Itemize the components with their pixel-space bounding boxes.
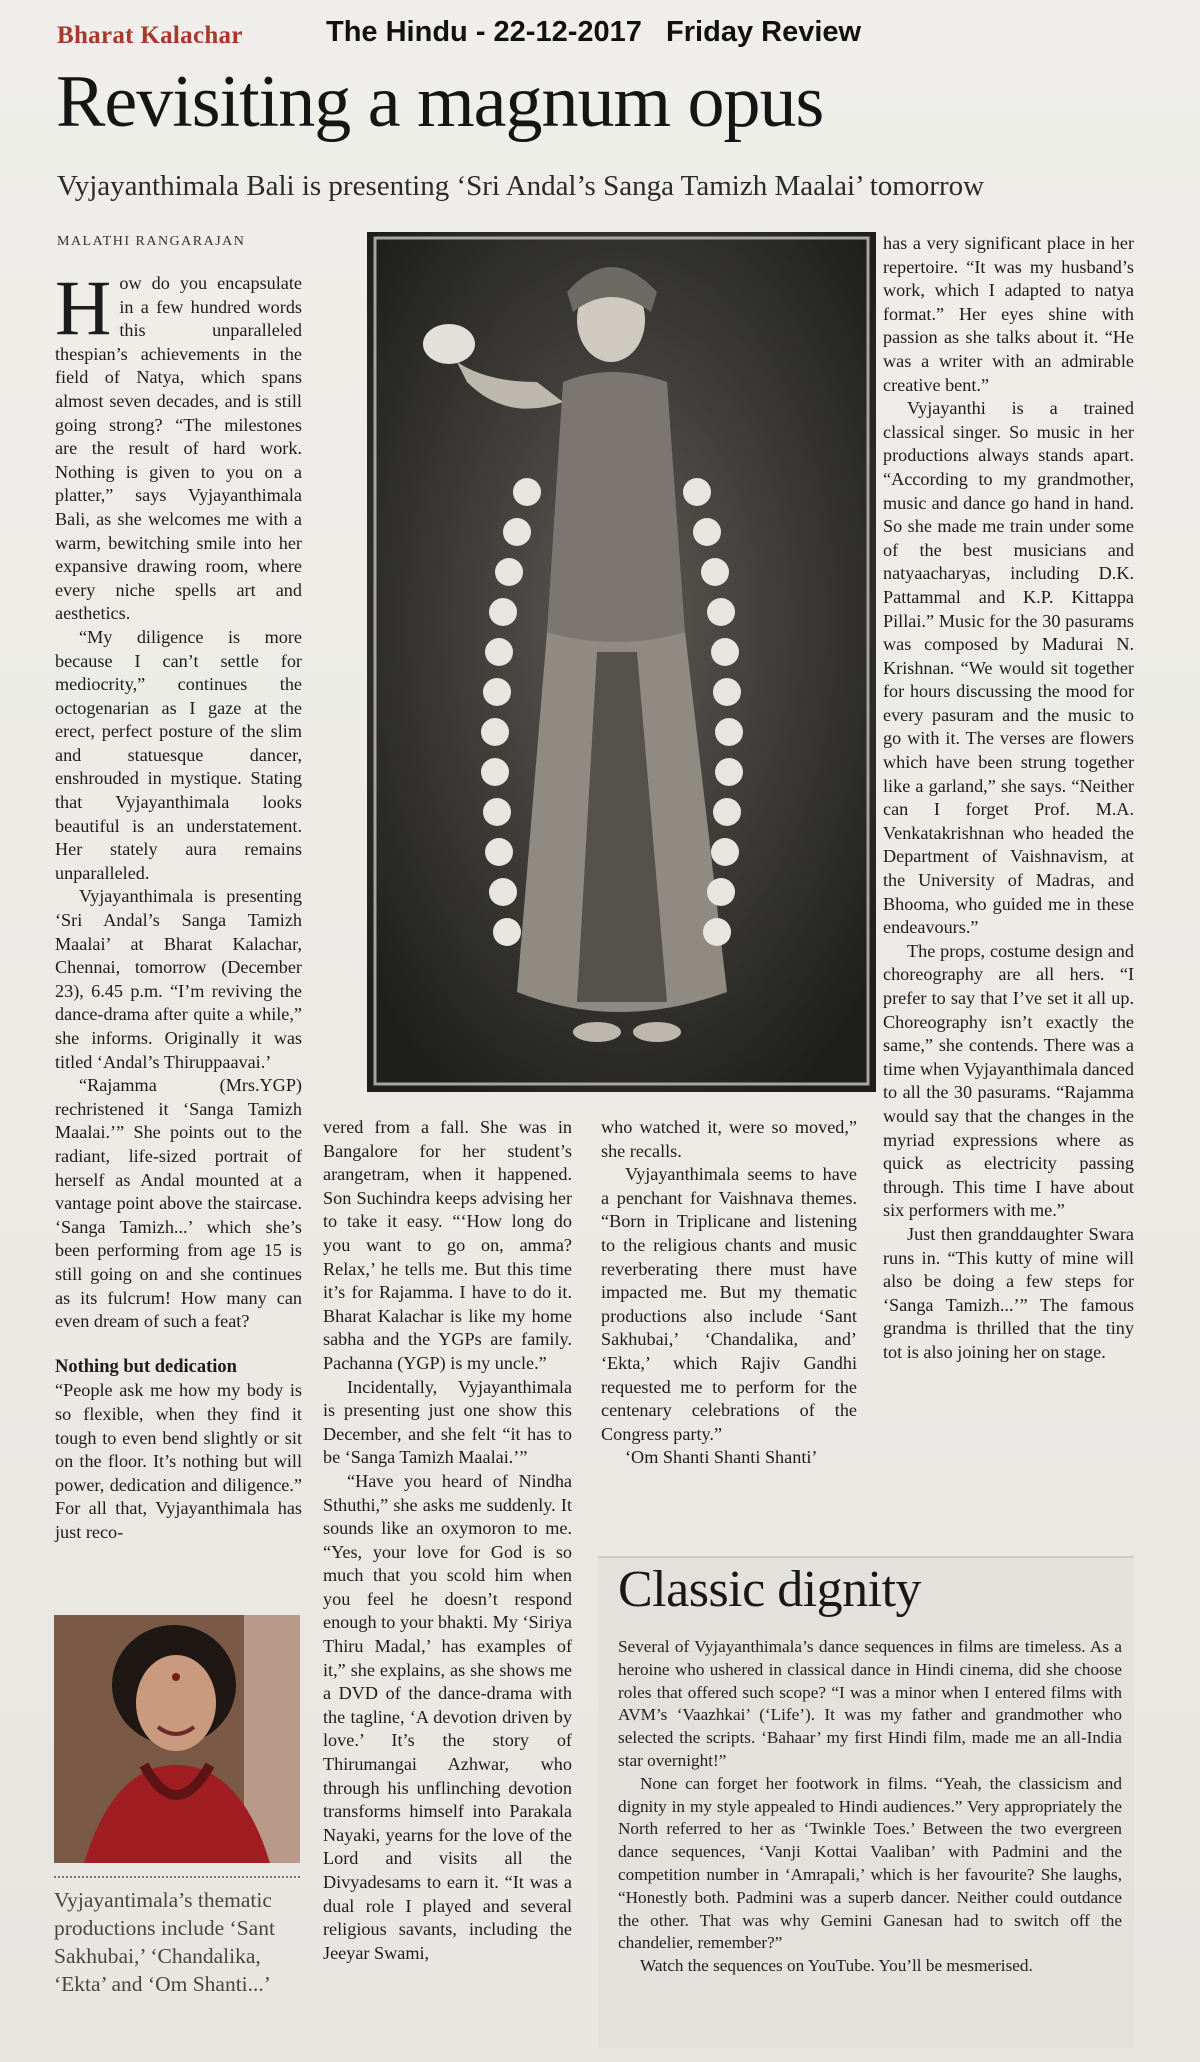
article-column-1 (55, 264, 302, 1544)
section-label: Bharat Kalachar (57, 22, 243, 49)
paragraph: ‘Om Shanti Shanti Shanti’ (625, 1447, 818, 1468)
paragraph: The props, costume design and choreography are all hers. “I prefer to say that I’ve set it all up. Choreography isn’t exactly the same,” she contends. There was a time when Vyjayanthimala danced to all the 30 pasurams. “Rajamma would say that the changes in the myriad expressions where as quick as electricity passing through. This time I have about six performers with me.” (883, 940, 1134, 1221)
paragraph: Just then granddaughter Swara runs in. “This kutty of mine will also be doing a few steps for ‘Sanga Tamizh...’” The famous grandma is thrilled that the tiny tot is also joining her on stage. (883, 1223, 1134, 1362)
paper-tag: The Hindu - 22-12-2017 Friday Review (326, 16, 862, 48)
vyjayanthimala-portrait-photo (54, 1615, 300, 1863)
paragraph: Watch the sequences on YouTube. You’ll be mesmerised. (640, 1956, 1033, 1976)
subheading: Nothing but dedication (55, 1356, 237, 1377)
paragraph (55, 264, 302, 626)
drop-cap: H (55, 264, 112, 351)
sidebar-text (618, 1636, 1122, 1978)
byline: MALATHI RANGARAJAN (57, 234, 246, 249)
paragraph: Vyjayanthimala seems to have a penchant for Vaishnava themes. “Born in Triplicane and listening to the religious chants and music reverberating there must have impacted me. But my thematic productions also include ‘Sant Sakhubai,’ ‘Chandalika, and’ ‘Ekta,’ which Rajiv Gandhi requested me to perform for the centenary celebrations of the Congress party.” (601, 1164, 857, 1444)
article-column-3 (601, 1116, 857, 1470)
paragraph: who watched it, were so moved,” she recalls. (601, 1117, 857, 1161)
paragraph: “People ask me how my body is so flexible, when they find it tough to even bend slightly or sit on the floor. It’s nothing but will power, dedication and diligence.” For all that, Vyjayanthimala has just reco- (55, 1380, 302, 1542)
andal-portrait-photo (367, 232, 876, 1092)
dancer-figure-icon (367, 232, 876, 1092)
paragraph: “My diligence is more because I can’t settle for mediocrity,” continues the octogenarian as I gaze at the erect, perfect posture of the slim and statuesque dancer, enshrouded in mystique. Stating that Vyjayanthimala looks beautiful is an understatement. Her stately aura remains unparalleled. (55, 626, 302, 883)
paragraph: Several of Vyjayanthimala’s dance sequences in films are timeless. As a heroine who ushered in classical dance in Hindi cinema, did she choose roles that offered such scope? “I was a minor when I entered films with AVM’s ‘Vaazhkai’ (‘Life’). It was my father and grandmother who selected the scripts. ‘Bahaar’ my first Hindi film, made me an all-India star overnight!” (618, 1637, 1122, 1770)
paragraph: has a very significant place in her repertoire. “It was my husband’s work, which I adapted to natya format.” Her eyes shine with passion as she talks about it. “He was a writer with an admirable creative bent.” (883, 233, 1134, 395)
subhead: Vyjayanthimala Bali is presenting ‘Sri Andal’s Sanga Tamizh Maalai’ tomorrow (57, 170, 985, 202)
paragraph: Vyjayanthimala is presenting ‘Sri Andal’s Sanga Tamizh Maalai’ at Bharat Kalachar, Chennai, tomorrow (December 23), 6.45 p.m. “I’m reviving the dance-drama after quite a while,” she informs. Originally it was titled ‘Andal’s Thiruppaavai.’ (55, 886, 302, 1072)
paragraph-text: ow do you encapsulate in a few hundred words this unparalleled thespian’s achievements in the field of Natya, which spans almost seven decades, and is still going strong? “The milestones are the result of hard work. Nothing is given to you on a platter,” says Vyjayanthimala Bali, as she welcomes me with a warm, bewitching smile into her expansive drawing room, where every niche spells art and aesthetics. (55, 273, 302, 624)
paragraph: “Rajamma (Mrs.YGP) rechristened it ‘Sanga Tamizh Maalai.’” She points out to the radiant, life-sized portrait of herself as Andal mounted at a vantage point above the staircase. ‘Sanga Tamizh...’ which she’s been performing from age 15 is still going on and she continues as its fulcrum! How many can even dream of such a feat? (55, 1075, 302, 1332)
sidebar-title: Classic dignity (618, 1561, 922, 1618)
paragraph: None can forget her footwork in films. “Yeah, the classicism and dignity in my style appealed to Hindi audiences.” Very appropriately the North referred to her as ‘Twinkle Toes.’ Between the two evergreen dance sequences, ‘Vanji Kottai Vaaliban’ with Padmini and the competition number in ‘Amrapali,’ which is her favourite? She laughs, “Honestly both. Padmini was a superb dancer. Neither could outdance the other. That was why Gemini Ganesan had to switch off the chandelier, remember?” (618, 1773, 1122, 1953)
paragraph: Incidentally, Vyjayanthimala is presenting just one show this December, and she felt “it has to be ‘Sanga Tamizh Maalai.’” (323, 1376, 572, 1468)
paragraph: Vyjayanthi is a trained classical singer. So music in her productions always stands apart. “According to my grandmother, music and dance go hand in hand. So she made me train under some of the best musicians and natyaacharyas, including D.K. Pattammal and K.P. Kittappa Pillai.” Music for the 30 pasurams was composed by Madurai N. Krishnan. “We would sit together for hours discussing the mood for every pasuram and the music to go with it. The verses are flowers which have been strung together like a garland,” she says. “Neither can I forget Prof. M.A. Venkatakrishnan who headed the Department of Vaishnavism, at the University of Madras, and Bhooma, who guided me in these endeavours.” (883, 398, 1134, 938)
headline: Revisiting a magnum opus (56, 61, 824, 143)
caption-divider (54, 1876, 300, 1878)
article-column-4 (883, 232, 1134, 1365)
woman-portrait-icon (54, 1615, 300, 1863)
photo-caption: Vyjayantimala’s thematic productions include ‘Sant Sakhubai,’ ‘Chandalika, ‘Ekta’ and ‘Om Shanti...’ (54, 1888, 275, 1996)
article-column-2 (323, 1116, 572, 1965)
paragraph: vered from a fall. She was in Bangalore for her student’s arangetram, when it happened. Son Suchindra keeps advising her to take it easy. “‘How long do you want to go on, amma? Relax,’ he tells me. But this time it’s for Rajamma. I have to do it. Bharat Kalachar is like my home sabha and the YGPs are family. Pachanna (YGP) is my uncle.” (323, 1117, 572, 1373)
paragraph: “Have you heard of Nindha Sthuthi,” she asks me suddenly. It sounds like an oxymoron to me. “Yes, your love for God is so much that you scold him when you feel he doesn’t respond enough to your bhakti. My ‘Siriya Thiru Madal,’ has examples of it,” she explains, as she shows me a DVD of the dance-drama with the tagline, ‘A devotion driven by love.’ It’s the story of Thirumangai Azhwar, who through his unflinching devotion transforms himself into Parakala Nayaki, yearns for the love of the Lord and visits all the Divyadesams to earn it. “It was a dual role I played and several religious savants, including the Jeeyar Swami, (323, 1470, 572, 1963)
